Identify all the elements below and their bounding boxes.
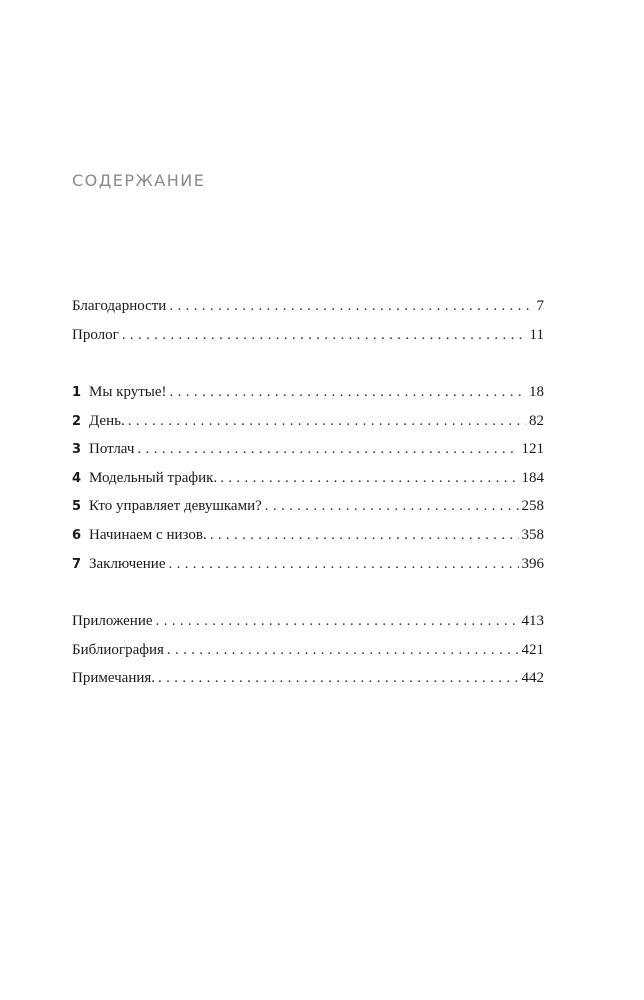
entry-title: Мы крутые! — [89, 384, 167, 400]
entry-title: Кто управляет девушками? — [89, 498, 262, 515]
toc-entry-chapter-2[interactable] — [72, 407, 544, 436]
entry-page-number: 413 — [521, 613, 544, 629]
dot-leader — [169, 550, 519, 579]
entry-title: Благодарности — [72, 298, 167, 314]
entry-page-number: 11 — [529, 326, 544, 343]
toc-entry-chapter-4[interactable] — [72, 464, 544, 493]
dot-leader — [167, 636, 519, 665]
dot-leader — [210, 521, 519, 550]
entry-page-number: 18 — [529, 384, 544, 400]
dot-leader — [128, 407, 526, 436]
toc-heading: СОДЕРЖАНИЕ — [72, 171, 206, 190]
entry-page-number: 184 — [521, 469, 544, 486]
back-matter-list — [72, 607, 544, 693]
chapter-number: 6 — [72, 527, 82, 543]
chapter-number: 3 — [72, 442, 82, 458]
entry-page-number: 358 — [521, 526, 544, 543]
toc-entry-chapter-3[interactable] — [72, 435, 544, 464]
front-matter-list — [72, 292, 544, 349]
toc-entry-chapter-1[interactable] — [72, 378, 544, 407]
dot-leader — [158, 664, 518, 693]
dot-leader — [156, 607, 519, 636]
entry-page-number: 121 — [521, 441, 544, 458]
entry-title: Начинаем с низов. — [89, 526, 207, 543]
entry-title: День. — [89, 412, 125, 429]
dot-leader — [169, 292, 533, 321]
toc-entry-appendix[interactable] — [72, 607, 544, 636]
toc-entry-chapter-5[interactable] — [72, 492, 544, 521]
entry-title: Модельный трафик. — [89, 469, 218, 486]
dot-leader — [122, 321, 527, 350]
entry-page-number: 258 — [521, 498, 544, 515]
entry-title: Библиография — [72, 641, 164, 658]
entry-title: Приложение — [72, 613, 153, 629]
entry-page-number: 7 — [536, 298, 544, 314]
toc-entry-notes[interactable] — [72, 664, 544, 693]
toc-entry-chapter-6[interactable] — [72, 521, 544, 550]
entry-page-number: 82 — [529, 412, 544, 429]
chapter-number: 1 — [72, 385, 82, 400]
chapter-number: 5 — [72, 499, 82, 515]
entry-page-number: 421 — [521, 641, 544, 658]
entry-title: Потлач — [89, 441, 135, 458]
toc-entry-bibliography[interactable] — [72, 636, 544, 665]
chapter-number: 7 — [72, 556, 82, 572]
entry-title: Заключение — [89, 555, 166, 572]
toc-entry-prologue[interactable] — [72, 321, 544, 350]
dot-leader — [170, 378, 526, 407]
toc-entry-chapter-7[interactable] — [72, 550, 544, 579]
entry-title: Примечания. — [72, 670, 156, 687]
dot-leader — [265, 492, 519, 521]
entry-page-number: 442 — [521, 670, 544, 687]
entry-page-number: 396 — [521, 555, 544, 572]
chapter-number: 4 — [72, 470, 82, 486]
toc-entry-acknowledgements[interactable] — [72, 292, 544, 321]
dot-leader — [137, 435, 518, 464]
chapter-number: 2 — [72, 413, 82, 429]
entry-title: Пролог — [72, 326, 119, 343]
chapters-list — [72, 378, 544, 578]
dot-leader — [220, 464, 518, 493]
